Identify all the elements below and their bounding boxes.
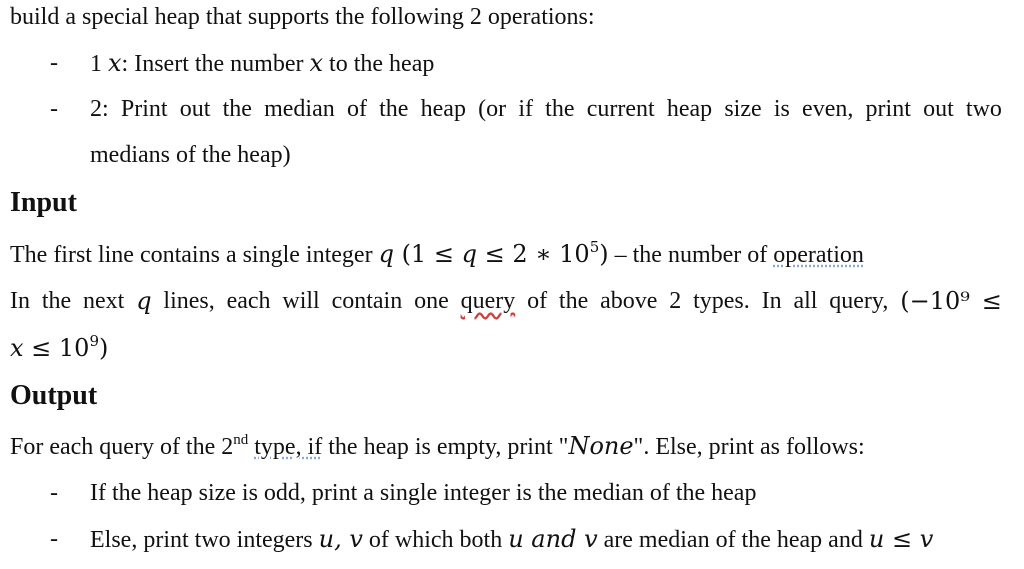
- operation-1-bullet: -: [50, 50, 58, 76]
- math-var-q: q: [378, 240, 394, 268]
- math-u-and-v: u and v: [508, 525, 598, 553]
- operation-2-bullet: -: [50, 96, 58, 122]
- output-item-1-bullet: -: [50, 480, 58, 506]
- math-var-q: q: [136, 287, 152, 315]
- input-line-3: $x \le 10^9$): [10, 332, 109, 362]
- operation-word: operation: [773, 242, 864, 268]
- operation-2-line-1: 2: Print out the median of the heap (or if the current heap size is even, print out two: [90, 96, 1002, 122]
- query-word: query: [460, 288, 516, 314]
- intro-text: build a special heap that supports the following 2 operations:: [10, 4, 595, 30]
- math-var-x: x: [10, 334, 24, 362]
- operation-1-text: 1 x: Insert the number x to the heap: [90, 49, 435, 77]
- input-line-2: In the next q lines, each will contain one query of the above 2 types. In all query, (−10⁹ ≤: [10, 287, 1002, 315]
- output-item-2-text: Else, print two integers u, v of which both u and v are median of the heap and u ≤ v: [90, 525, 934, 553]
- output-line-1: For each query of the 2nd type, if the heap is empty, print "None". Else, print as follows:: [10, 432, 865, 460]
- math-vars-uv: u, v: [318, 525, 363, 553]
- output-item-1-text: If the heap size is odd, print a single integer is the median of the heap: [90, 480, 757, 506]
- output-heading: Output: [10, 380, 98, 411]
- operation-2-line-2: medians of the heap): [90, 142, 291, 168]
- type-word: type, if: [254, 434, 323, 460]
- math-var-x: x: [309, 49, 324, 77]
- none-literal: None: [568, 432, 634, 460]
- math-var-x: x: [108, 49, 122, 77]
- input-heading: Input: [10, 187, 77, 218]
- input-line-1: The first line contains a single integer q (1 ≤ q ≤ 2 ∗ $10^5$) – the number of operation: [10, 238, 864, 268]
- output-item-2-bullet: -: [50, 526, 58, 552]
